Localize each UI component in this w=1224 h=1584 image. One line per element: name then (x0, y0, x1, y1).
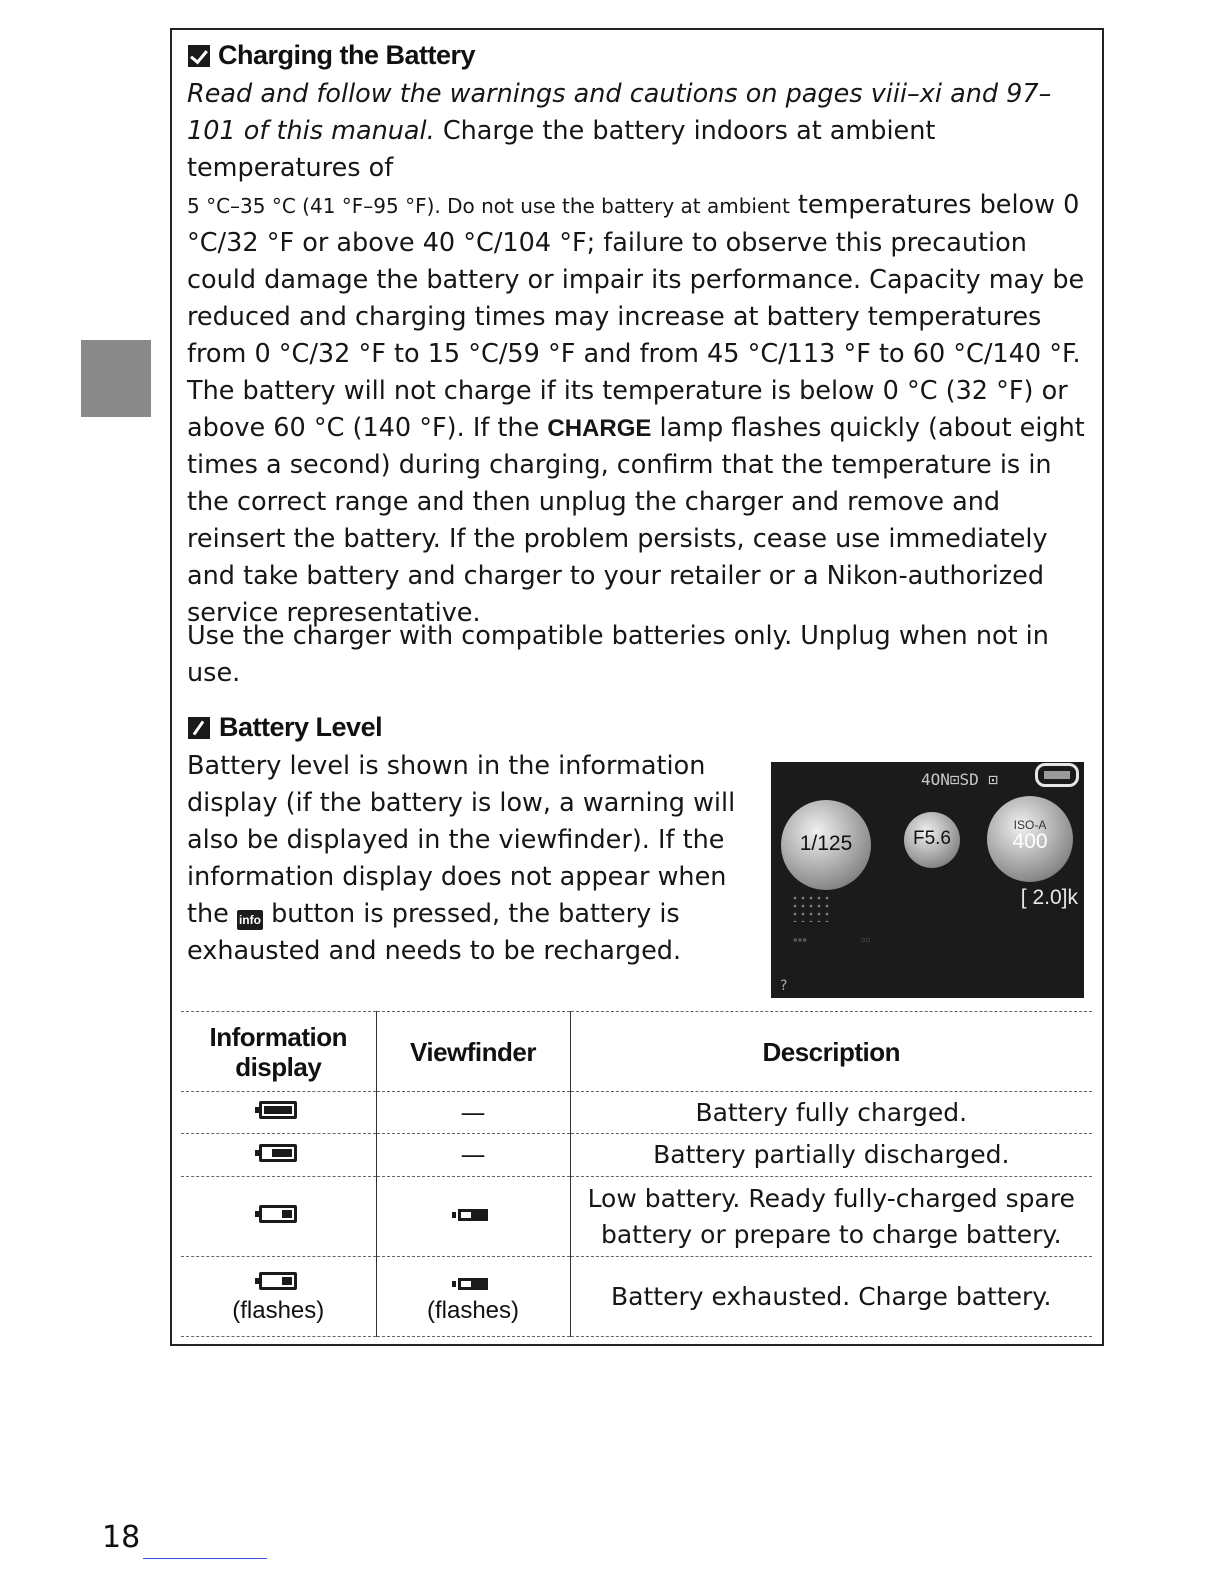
body-a: temperatures below 0 °C/32 °F or above 40 °C/104 °F; failure to observe this precaution could damage the battery or impair its performance. Capacity may be reduced and charging times may increase at battery temperatures from 0 °C/32 °F to 15 °C/59 °F and from 45 °C/113 °F to 60 °C/140 °F. The battery will not charge if its temperature is below 0 °C (32 °F) or above 60 °C (140 °F). If the (187, 190, 1085, 443)
body-b: lamp flashes quickly (about eight times a second) during charging, confirm that the temperature is in the correct range and then unplug the charger and remove and reinsert the battery. If the problem persists, cease use immediately and take battery and charger to your retailer or a Nikon-authorized service representative. (187, 413, 1085, 628)
battery-level-title: Battery Level (219, 712, 383, 742)
battery-partial-icon (259, 1144, 297, 1162)
shutter-dial (781, 800, 871, 890)
aperture-dial (904, 812, 960, 868)
iso-dial (987, 796, 1073, 882)
description-cell: Battery exhausted. Charge battery. (570, 1257, 1092, 1337)
battery-level-paragraph (187, 748, 757, 970)
help-icon: ? (780, 978, 788, 994)
aperture-value: F5.6 (912, 828, 952, 849)
af-area-icon (791, 894, 831, 922)
viewfinder-low-battery-icon (458, 1278, 488, 1290)
table-row (181, 1177, 1092, 1257)
page-number: 18 (102, 1520, 141, 1555)
lcd-status-bar: 4ON⊡SD ⊡ (921, 770, 999, 789)
table-row (181, 1257, 1092, 1337)
intro-italic: Read and follow the warnings and cautions on pages viii–xi and 97–101 of this manual. (187, 79, 1052, 146)
viewfinder-low-battery-icon (458, 1209, 488, 1221)
charger-note-paragraph: Use the charger with compatible batteries only. Unplug when not in use. (187, 621, 1049, 688)
shutter-value: 1/125 (799, 832, 853, 855)
table-header-row (181, 1012, 1092, 1092)
intro-rest: Charge the battery indoors at ambient temperatures of (187, 116, 936, 183)
info-button-icon: info (237, 910, 263, 930)
table-row (181, 1092, 1092, 1134)
viewfinder-flashes-note: (flashes) (426, 1296, 520, 1324)
charge-lamp-label: CHARGE (547, 415, 652, 442)
charging-paragraph (187, 76, 1099, 632)
battery-full-icon (259, 1101, 297, 1119)
caution-check-icon (188, 45, 210, 67)
level-text-a: Battery level is shown in the information display (if the battery is low, a warning will also be displayed in the viewfinder). If the information display does not appear when the (187, 751, 736, 929)
temp-range: 5 °C–35 °C (41 °F–95 °F). (187, 194, 441, 218)
exposure-compensation: [ 2.0]k (1020, 886, 1078, 909)
battery-level-table (181, 1011, 1092, 1337)
description-cell: Battery fully charged. (570, 1092, 1092, 1134)
footer-rule (143, 1558, 267, 1559)
table-row (181, 1134, 1092, 1177)
description-cell: Battery partially discharged. (570, 1134, 1092, 1177)
description-cell: Low battery. Ready fully-charged spare battery or prepare to charge battery. (570, 1177, 1092, 1257)
note-pencil-icon (188, 717, 210, 739)
header-information-display: Information display (181, 1012, 376, 1092)
level-text-b: button is pressed, the battery is exhausted and needs to be recharged. (187, 899, 682, 966)
viewfinder-cell: — (376, 1092, 570, 1134)
lcd-dim-indicator-2: ▫▫ (861, 932, 871, 947)
header-viewfinder: Viewfinder (376, 1012, 570, 1092)
charging-heading (188, 40, 475, 71)
line3-rest: Do not use the battery at ambient (440, 194, 790, 218)
viewfinder-cell: — (376, 1134, 570, 1177)
iso-value: 400 (1012, 830, 1048, 853)
information-display-image (771, 762, 1084, 998)
battery-low-icon (259, 1205, 297, 1223)
info-flashes-note: (flashes) (232, 1296, 325, 1324)
iso-label: ISO-A (1013, 818, 1047, 832)
lcd-battery-icon (1035, 763, 1079, 787)
header-description: Description (570, 1012, 1092, 1092)
battery-level-heading (188, 712, 382, 743)
lcd-dim-indicator-1: ▪▪▪ (793, 932, 807, 947)
battery-low-icon (259, 1272, 297, 1290)
section-tab-marker (81, 340, 151, 417)
charging-title: Charging the Battery (218, 40, 476, 70)
